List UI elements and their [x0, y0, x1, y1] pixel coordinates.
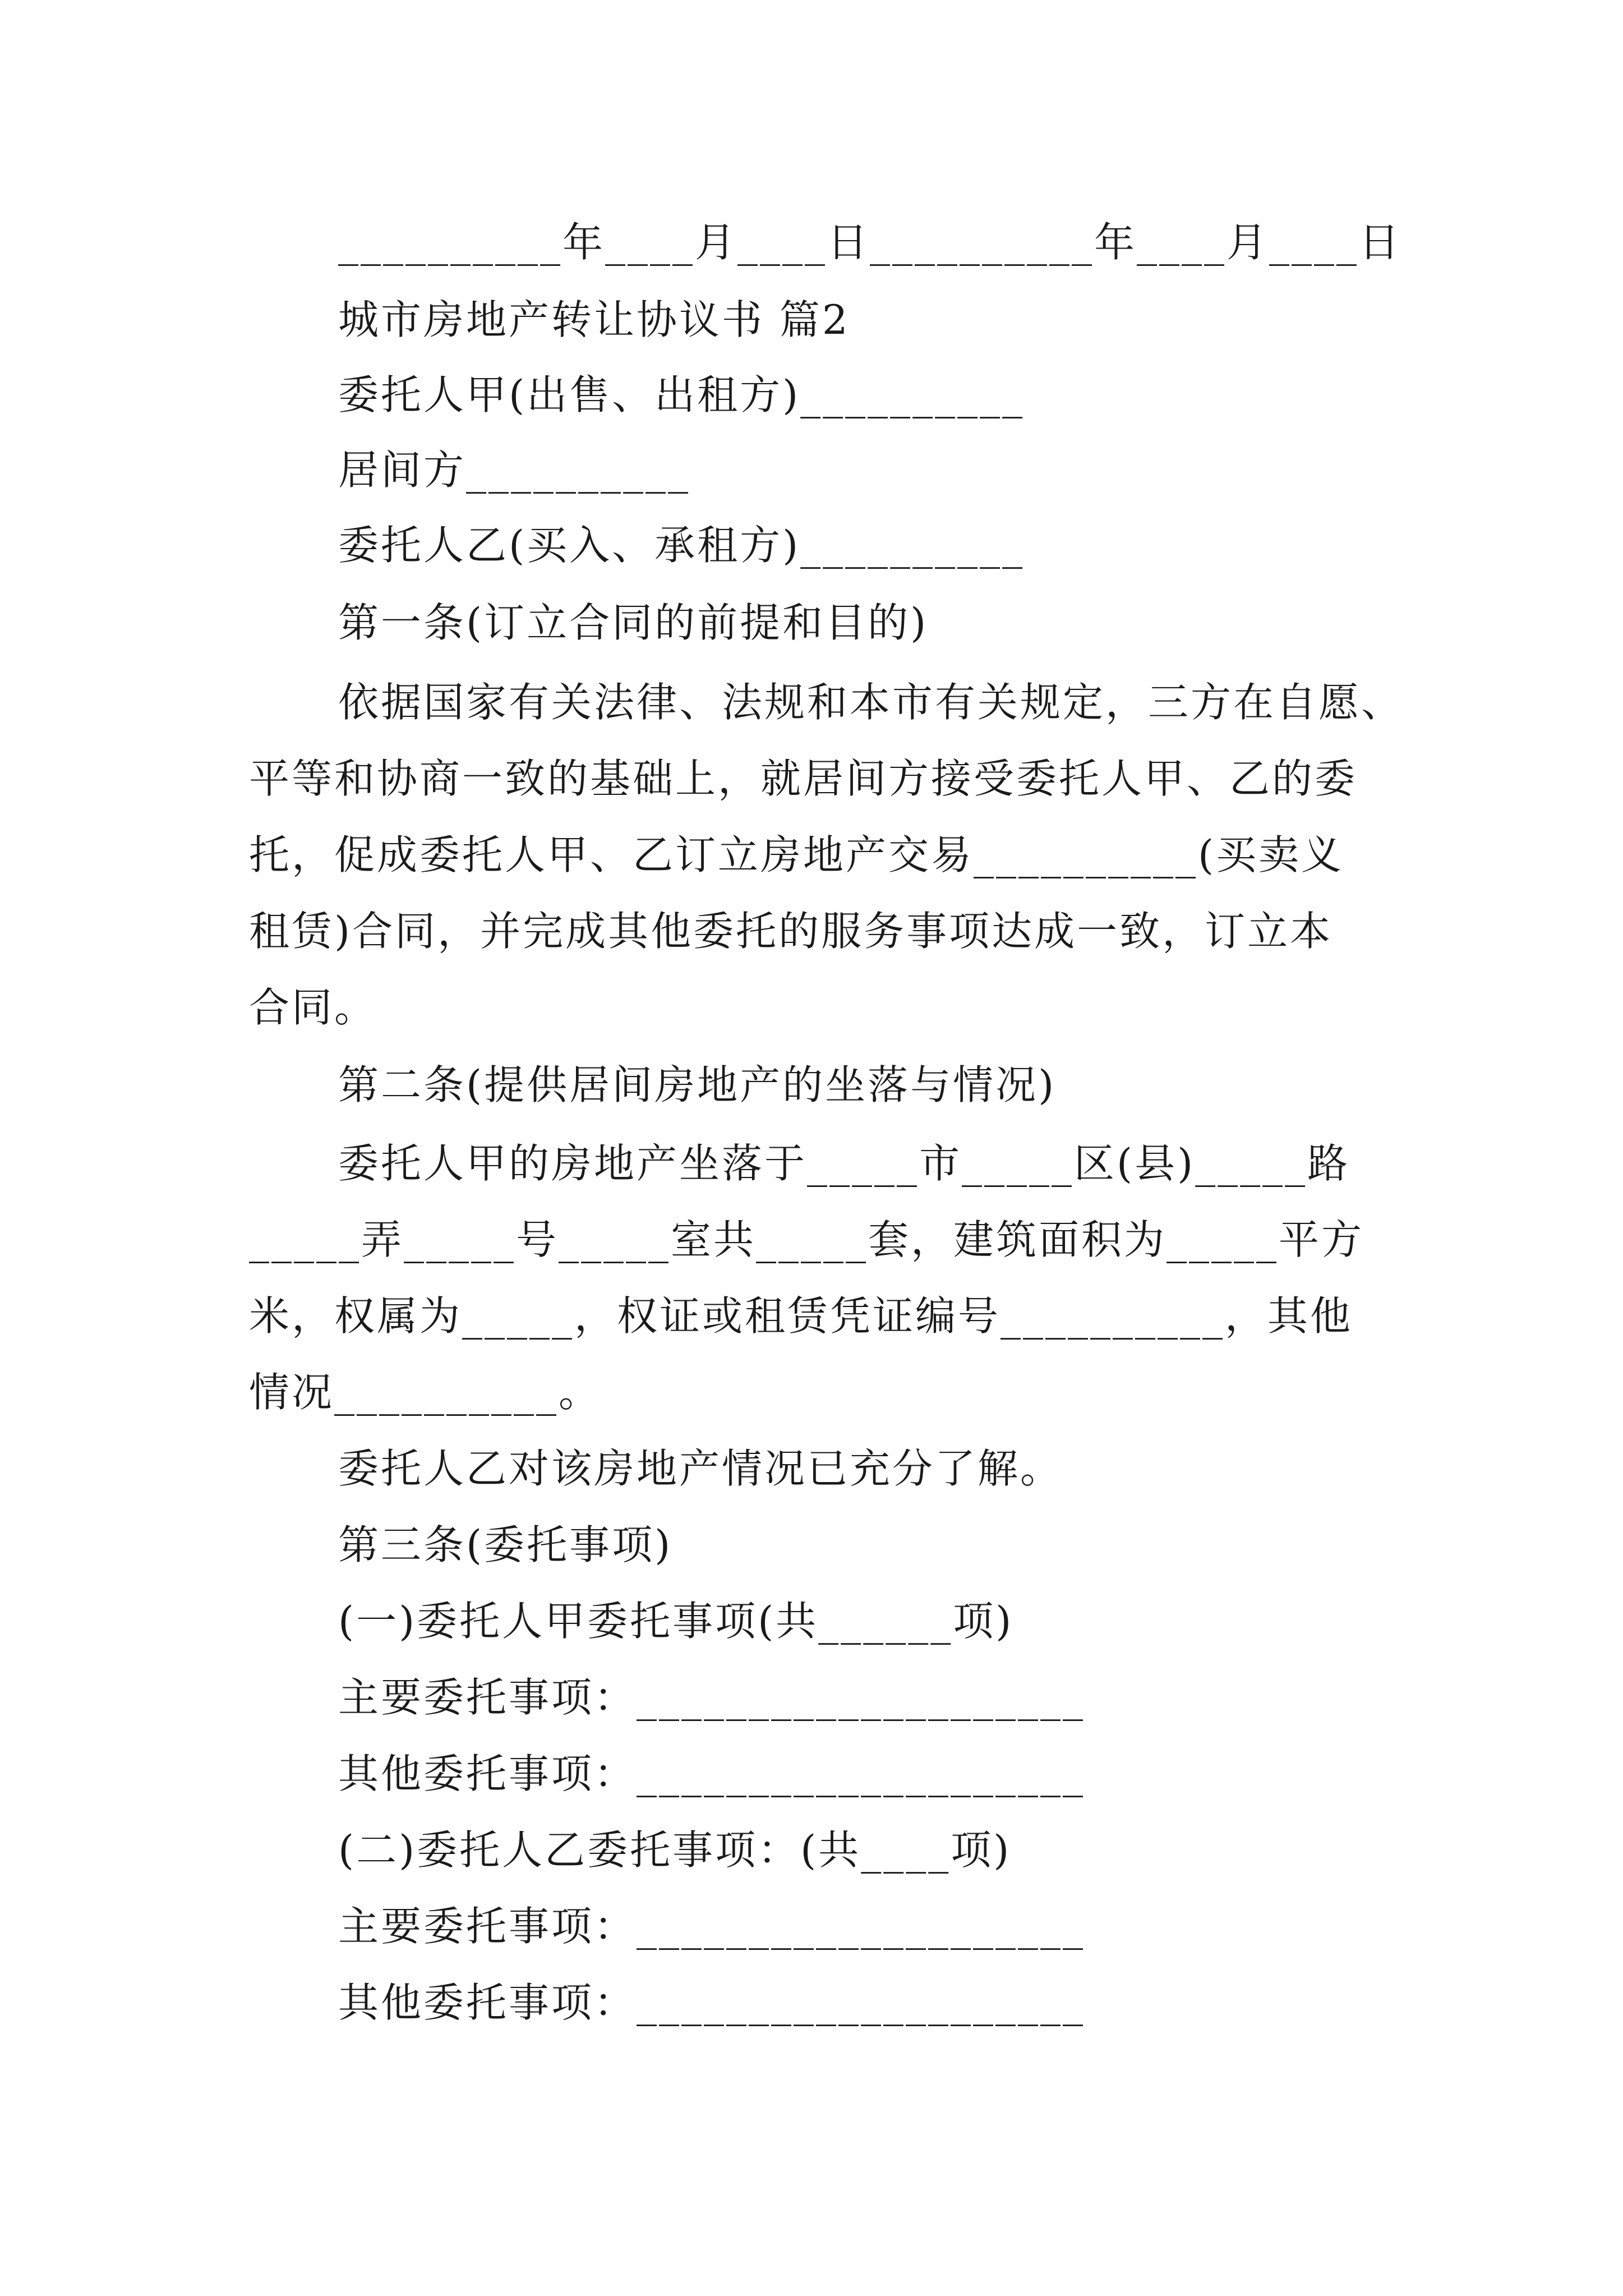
article-3-item-a-other: 其他委托事项：____________________: [338, 1750, 1086, 1797]
party-a-line: 委托人甲(出售、出租方)__________: [338, 371, 1025, 418]
article-1-paragraph-line: 托，促成委托人甲、乙订立房地产交易__________(买卖义: [249, 831, 1344, 878]
article-3-title: 第三条(委托事项): [338, 1521, 673, 1568]
article-3-item-b: (二)委托人乙委托事项：(共____项): [338, 1826, 1012, 1874]
article-1-paragraph-line: 依据国家有关法律、法规和本市有关规定，三方在自愿、: [338, 679, 1404, 726]
article-2-paragraph-line: 情况__________。: [249, 1369, 602, 1416]
article-3-item-b-main: 主要委托事项：____________________: [338, 1903, 1086, 1950]
article-1-paragraph-line: 合同。: [249, 984, 377, 1031]
article-1-paragraph-line: 租赁)合同，并完成其他委托的服务事项达成一致，订立本: [249, 908, 1333, 955]
article-2-paragraph-line: 委托人乙对该房地产情况已充分了解。: [338, 1445, 1063, 1492]
article-3-item-b-other: 其他委托事项：____________________: [338, 1979, 1086, 2026]
article-1-title: 第一条(订立合同的前提和目的): [338, 599, 929, 646]
signature-date-line: __________年____月____日__________年____月____日: [338, 219, 1401, 266]
article-1-paragraph-line: 平等和协商一致的基础上，就居间方接受委托人甲、乙的委: [249, 755, 1358, 802]
broker-line: 居间方__________: [338, 447, 691, 494]
article-2-paragraph-line: _____弄_____号_____室共_____套，建筑面积为_____平方: [249, 1216, 1364, 1263]
article-2-paragraph-line: 委托人甲的房地产坐落于_____市_____区(县)_____路: [338, 1140, 1350, 1187]
article-2-title: 第二条(提供居间房地产的坐落与情况): [338, 1061, 1057, 1108]
article-3-item-a-main: 主要委托事项：____________________: [338, 1674, 1086, 1721]
article-2-paragraph-line: 米，权属为_____，权证或租赁凭证编号__________，其他: [249, 1292, 1353, 1340]
section-title: 城市房地产转让协议书 篇2: [338, 296, 850, 343]
article-3-item-a: (一)委托人甲委托事项(共______项): [338, 1598, 1014, 1645]
party-b-line: 委托人乙(买入、承租方)__________: [338, 522, 1025, 569]
